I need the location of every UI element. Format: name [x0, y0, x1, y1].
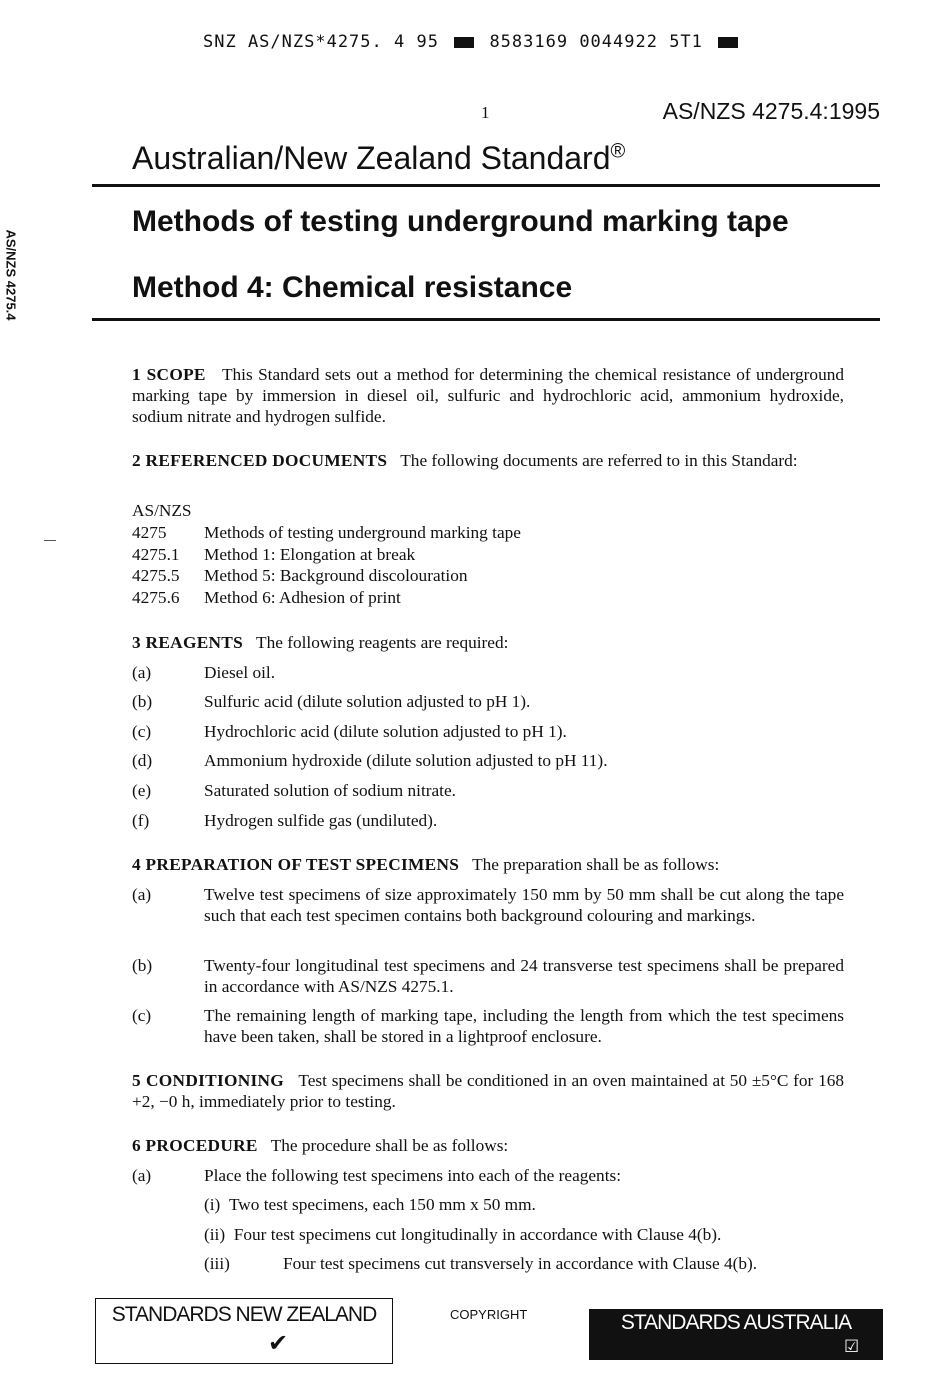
registered-mark: ®	[610, 140, 626, 163]
checkmark-icon: ✔	[268, 1330, 289, 1357]
list-item	[132, 780, 844, 801]
list-text: Hydrochloric acid (dilute solution adjusted to pH 1).	[204, 722, 567, 741]
reference-code: 4275	[132, 523, 167, 542]
reference-item	[132, 565, 468, 586]
list-text: Twenty-four longitudinal test specimens and 24 transverse test specimens shall be prepared in accordance with AS/NZS 4275.1.	[204, 956, 844, 996]
side-label	[2, 215, 20, 335]
scope-text: This Standard sets out a method for determining the chemical resistance of underground marking tape by immersion in diesel oil, sulfuric and hydrochloric acid, ammonium hydroxide, sodium nitrate and hydrogen sulfide.	[132, 365, 844, 426]
method-title: Method 4: Chemical resistance	[132, 271, 573, 304]
header-code-right: 8583169 0044922 5T1	[489, 32, 703, 52]
scope-heading: 1 SCOPE	[132, 365, 206, 384]
sub-list-item	[204, 1253, 757, 1274]
references-group-label: AS/NZS	[132, 501, 192, 520]
header-code-left: SNZ AS/NZS*4275. 4 95	[203, 32, 439, 52]
section-references	[132, 450, 844, 471]
reagents-text: The following reagents are required:	[256, 633, 509, 652]
procedure-heading: 6 PROCEDURE	[132, 1136, 258, 1155]
sub-list-item	[204, 1224, 721, 1245]
list-item	[132, 955, 844, 997]
list-label: (a)	[132, 885, 152, 904]
list-text: Twelve test specimens of size approximately 150 mm by 50 mm shall be cut along the tape such that each test specimen contains both background colouring and markings.	[204, 885, 844, 925]
list-item	[132, 1005, 844, 1047]
margin-mark	[44, 540, 56, 541]
barcode-block-2	[718, 37, 738, 48]
list-item	[132, 662, 844, 683]
list-item	[132, 721, 844, 742]
standards-australia-logo	[589, 1309, 883, 1360]
page-number: 1	[481, 103, 490, 122]
reference-title: Method 1: Elongation at break	[204, 545, 416, 564]
list-text: Hydrogen sulfide gas (undiluted).	[204, 811, 438, 830]
standard-title-text: Australian/New Zealand Standard	[132, 140, 611, 176]
list-item	[132, 750, 844, 771]
reference-title: Method 6: Adhesion of print	[204, 588, 401, 607]
copyright-notice: COPYRIGHT	[450, 1307, 528, 1322]
reference-title: Method 5: Background discolouration	[204, 566, 468, 585]
references-heading: 2 REFERENCED DOCUMENTS	[132, 451, 388, 470]
list-label: (f)	[132, 811, 150, 830]
list-item	[132, 691, 844, 712]
reference-code: 4275.5	[132, 566, 180, 585]
preparation-heading: 4 PREPARATION OF TEST SPECIMENS	[132, 855, 460, 874]
section-preparation	[132, 854, 844, 875]
list-text: Saturated solution of sodium nitrate.	[204, 781, 456, 800]
list-label: (c)	[132, 722, 152, 741]
list-text: Ammonium hydroxide (dilute solution adjusted to pH 11).	[204, 751, 608, 770]
reference-title: Methods of testing underground marking tape	[204, 523, 521, 542]
sub-list-text: Two test specimens, each 150 mm x 50 mm.	[228, 1195, 536, 1214]
standard-title	[132, 140, 625, 177]
sub-list-text: Four test specimens cut longitudinally in accordance with Clause 4(b).	[233, 1225, 722, 1244]
list-text: The remaining length of marking tape, including the length from which the test specimens have been taken, shall be stored in a lightproof enclosure.	[204, 1006, 844, 1046]
section-conditioning	[132, 1070, 844, 1112]
list-label: (b)	[132, 692, 153, 711]
title-rule-top	[92, 184, 880, 187]
list-label: (c)	[132, 1006, 152, 1025]
list-item	[132, 810, 844, 831]
reference-item	[132, 544, 415, 565]
conditioning-heading: 5 CONDITIONING	[132, 1071, 285, 1090]
sub-list-text: Four test specimens cut transversely in accordance with Clause 4(b).	[283, 1254, 758, 1273]
barcode-block-1	[454, 37, 474, 48]
sub-list-item	[204, 1194, 536, 1215]
sub-list-label: (ii)	[204, 1225, 226, 1244]
list-text: Sulfuric acid (dilute solution adjusted to pH 1).	[204, 692, 531, 711]
reference-code: 4275.6	[132, 588, 180, 607]
sa-logo-text: STANDARDS AUSTRALIA	[620, 1311, 852, 1334]
sub-list-label: (iii)	[204, 1254, 230, 1273]
references-text: The following documents are referred to in this Standard:	[400, 451, 798, 470]
reference-item	[132, 587, 401, 608]
reagents-heading: 3 REAGENTS	[132, 633, 244, 652]
procedure-text: The procedure shall be as follows:	[270, 1136, 509, 1155]
reference-code: 4275.1	[132, 545, 180, 564]
checkbox-tick-icon: ☑	[844, 1337, 860, 1356]
section-scope	[132, 364, 844, 427]
title-rule-bottom	[92, 318, 880, 321]
section-reagents	[132, 632, 844, 653]
list-label: (e)	[132, 781, 152, 800]
header-document-code	[203, 32, 742, 52]
conditioning-text: Test specimens shall be conditioned in an oven maintained at 50 ±5°C for 168 +2, −0 h, immediately prior to testing.	[132, 1071, 844, 1111]
list-label: (d)	[132, 751, 153, 770]
snz-logo-text: STANDARDS NEW ZEALAND	[111, 1303, 377, 1326]
list-label: (a)	[132, 1166, 152, 1185]
list-text: Diesel oil.	[204, 663, 276, 682]
sub-list-label: (i)	[204, 1195, 221, 1214]
side-label-text: AS/NZS 4275.4	[3, 229, 19, 321]
list-item	[132, 1165, 844, 1186]
preparation-text: The preparation shall be as follows:	[472, 855, 720, 874]
list-item	[132, 884, 844, 926]
list-text: Place the following test specimens into each of the reagents:	[204, 1166, 622, 1185]
list-label: (b)	[132, 956, 153, 975]
document-subtitle: Methods of testing underground marking tape	[132, 205, 789, 238]
standards-new-zealand-logo	[95, 1298, 393, 1364]
standard-number: AS/NZS 4275.4:1995	[662, 98, 880, 124]
list-label: (a)	[132, 663, 152, 682]
section-procedure	[132, 1135, 844, 1156]
reference-item	[132, 522, 521, 543]
